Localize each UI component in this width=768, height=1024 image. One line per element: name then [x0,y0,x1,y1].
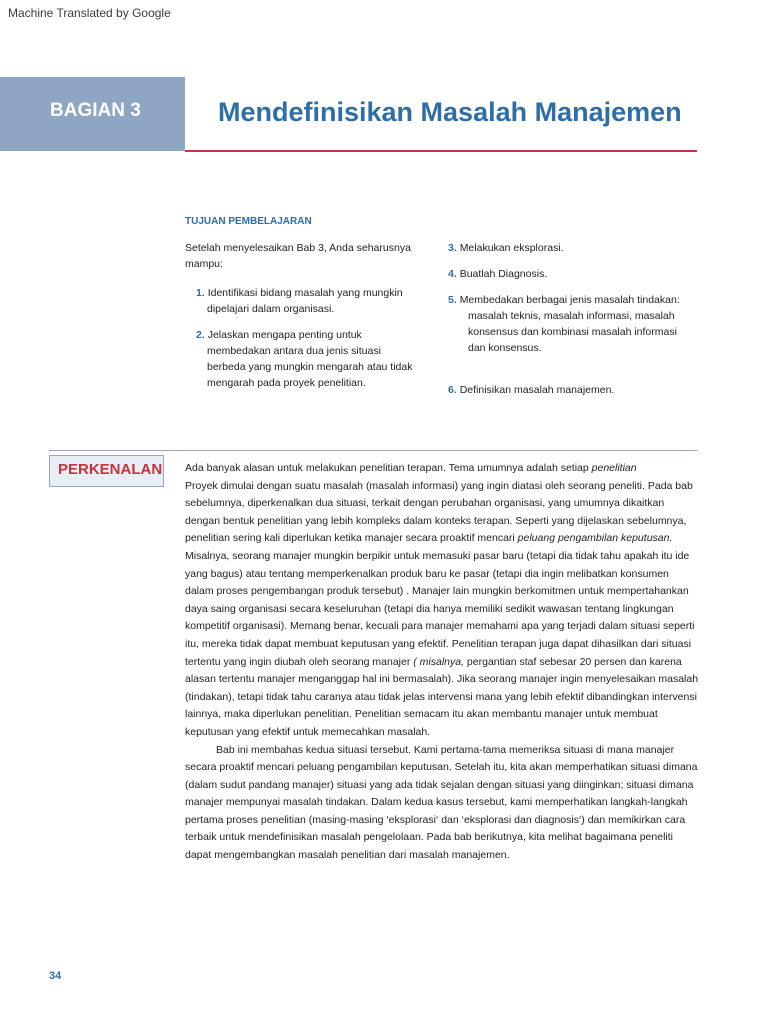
paragraph-text: Misalnya, seorang manajer mungkin berpikir untuk memasuki pasar baru (tetapi dia tidak tahu apakah itu ide yang bagus) atau tentang memperkenalkan produk baru ke pasar (tetapi dia ingin melibatkan konsumen dalam proses pengembangan produk tersebut) . Manajer lain mungkin berkomitmen untuk mempertahankan daya saing organisasi secara keseluruhan (tetapi dia hanya memiliki sedikit wawasan tentang lingkungan kompetitif organisasi). Memang benar, kecuali para manajer memahami apa yang terjadi dalam situasi seperti itu, mereka tidak dapat membuat keputusan yang efektif. Penelitian terapan juga dapat dihasilkan dari situasi tertentu yang ingin diubah oleh seorang manajer [185,549,695,668]
objectives-right-column [448,240,683,398]
paragraph-text: pergantian staf sebesar 20 persen dan karena alasan tertentu manajer menganggap hal ini bermasalah). Jika seorang manajer ingin menyelesaikan masalah (tindakan), tetapi tidak tahu caranya atau tidak jelas intervensi mana yang lebih efektif dibandingkan intervensi lainnya, maka diperlukan penelitian. Penelitian semacam itu akan membantu manajer untuk membuat keputusan yang efektif untuk memecahkan masalah. [185,655,699,738]
objective-number: 3. [448,242,457,254]
objective-text: Membedakan berbagai jenis masalah tindakan: masalah teknis, masalah informasi, masalah konsensus dan kombinasi masalah informasi dan konsensus. [459,294,680,354]
objective-item [185,327,417,391]
emphasis-text: ( misalnya, [413,655,465,668]
objectives-intro: Setelah menyelesaikan Bab 3, Anda seharusnya mampu: [185,242,411,270]
intro-paragraph-3: Bab ini membahas kedua situasi tersebut. Kami pertama-tama memeriksa situasi di mana manajer secara proaktif mencari peluang pengambilan keputusan. Setelah itu, kita akan memperhatikan situasi dimana (dalam sudut pandang manajer) situasi yang ada tidak sejalan dengan situasi yang diinginkan; situasi dimana manajer mempunyai masalah tindakan. Dalam kedua kasus tersebut, kami memperhatikan langkah-langkah pertama proses penelitian (masing-masing ‘eksplorasi‘ dan ‘eksplorasi dan diagnosis‘) dan memikirkan cara terbaik untuk mendefinisikan masalah pengelolaan. Pada bab berikutnya, kita melihat bagaimana peneliti dapat mengembangkan masalah penelitian dari masalah manajemen. [185,743,698,862]
objective-text: Identifikasi bidang masalah yang mungkin dipelajari dalam organisasi. [207,287,403,315]
objective-number: 2. [196,329,205,341]
objective-text: Jelaskan mengapa penting untuk membedakan antara dua jenis situasi berbeda yang mungkin mengarah atau tidak mengarah pada proyek penelitian. [207,329,413,389]
intro-paragraph-2 [185,548,700,742]
objective-item [448,266,683,282]
machine-translated-note: Machine Translated by Google [8,6,171,20]
objectives-heading: TUJUAN PEMBELAJARAN [185,216,312,227]
title-divider [185,150,697,152]
page-number: 34 [49,970,62,982]
objective-number: 5. [448,294,457,306]
intro-body [185,460,700,865]
objective-text: Definisikan masalah manajemen. [459,384,615,396]
objective-item [448,382,683,398]
chapter-title: Mendefinisikan Masalah Manajemen [218,97,682,127]
emphasis-text: peluang pengambilan keputusan. [517,532,673,545]
objective-item [185,285,417,317]
intro-divider [49,450,697,451]
objective-text: Buatlah Diagnosis. [459,268,548,280]
objective-item [448,292,683,356]
objective-number: 1. [196,287,205,299]
objective-number: 4. [448,268,457,280]
objective-item [448,240,683,256]
paragraph-text: Ada banyak alasan untuk melakukan penelitian terapan. Tema umumnya adalah setiap [185,462,592,474]
intro-paragraph-1 [185,460,700,548]
intro-section-label: PERKENALAN [58,461,163,478]
objectives-left-column [185,240,417,391]
chapter-label: BAGIAN 3 [50,100,141,121]
objective-number: 6. [448,384,457,396]
objective-text: Melakukan eksplorasi. [459,242,564,254]
paragraph-text: Proyek dimulai dengan suatu masalah (masalah informasi) yang ingin diatasi oleh seorang peneliti. Pada bab sebelumnya, diperkenalkan dua situasi, terkait dengan perubahan organisasi, yang umumnya dikaitkan dengan bentuk penelitian yang lebih kompleks dalam konteks terapan. Seperti yang dijelaskan sebelumnya, penelitian sering kali diperlukan ketika manajer secara proaktif mencari [185,479,693,545]
emphasis-text: penelitian [591,462,637,474]
